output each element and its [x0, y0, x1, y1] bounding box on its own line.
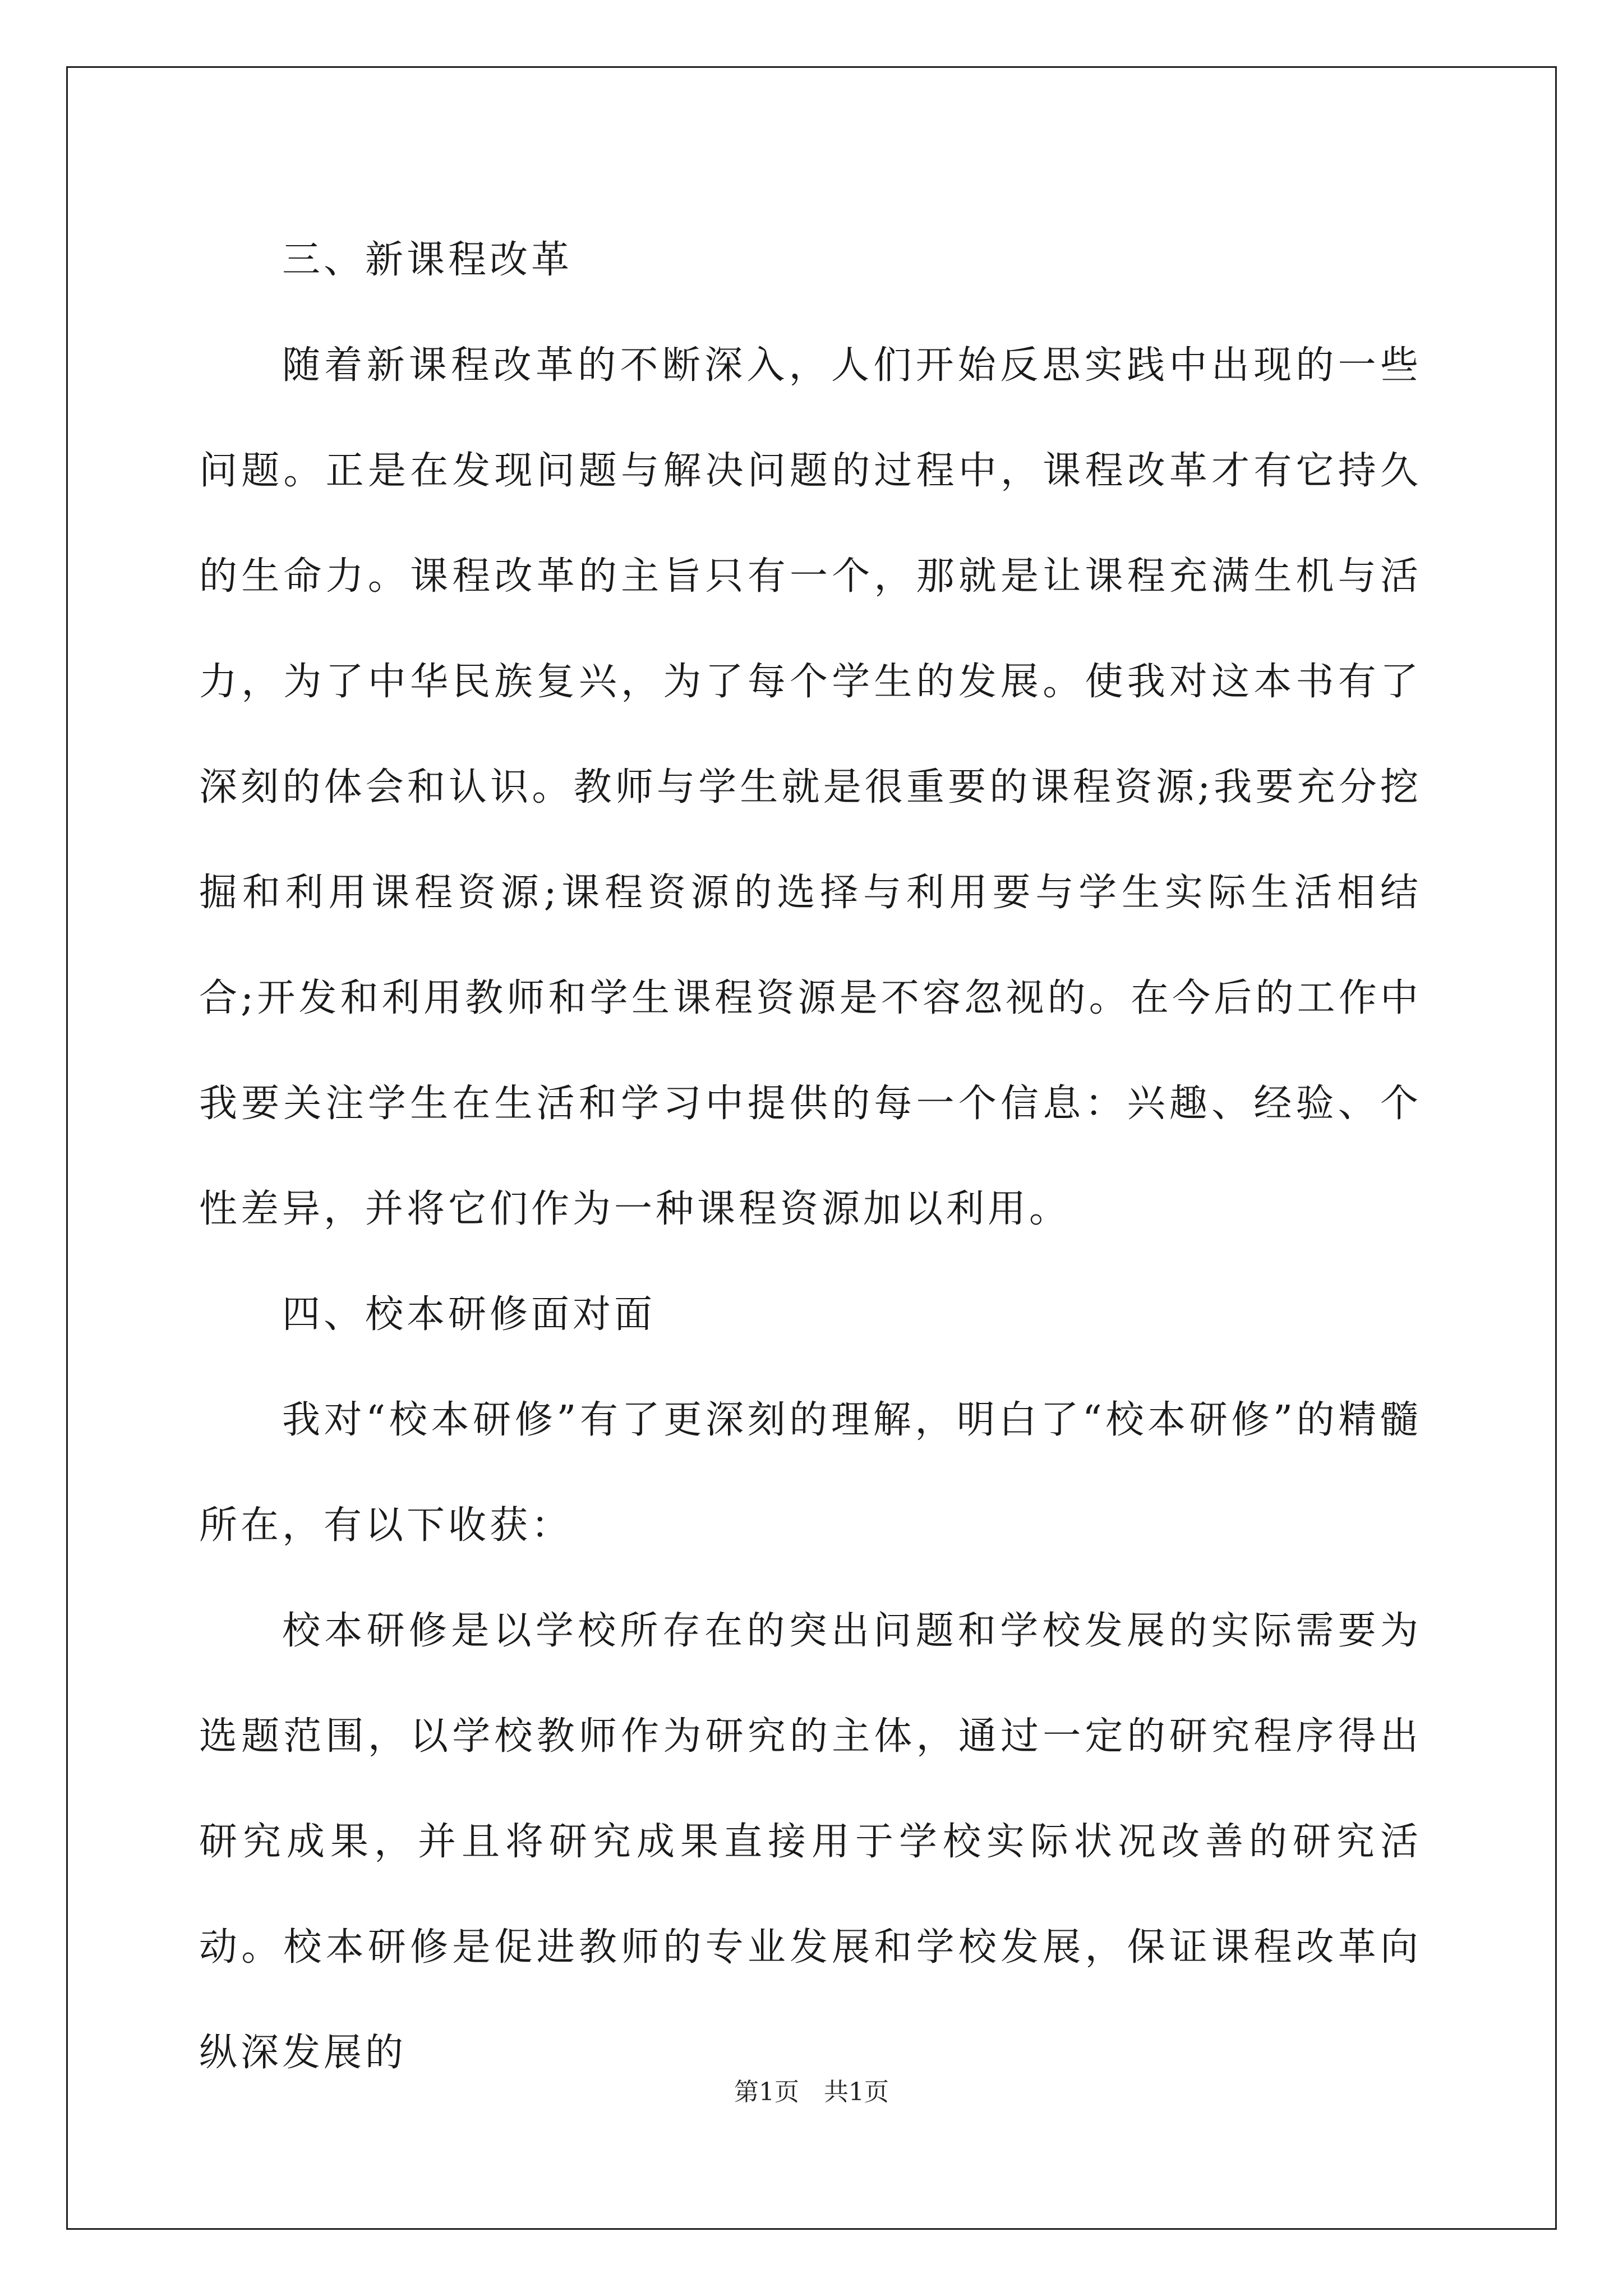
page-footer: 第1页 共1页 [734, 2078, 889, 2106]
section-heading-3: 三、新课程改革 [282, 238, 573, 282]
section-heading-4: 四、校本研修面对面 [282, 1292, 656, 1337]
paragraph-school-research-intro: 我对“校本研修”有了更深刻的理解，明白了“校本研修”的精髓所在，有以下收获： [199, 1398, 1422, 1548]
document-body [199, 208, 1422, 2106]
paragraph-school-research-definition: 校本研修是以学校所存在的突出问题和学校发展的实际需要为选题范围，以学校教师作为研究的主体，通过一定的研究程序得出研究成果，并且将研究成果直接用于学校实际状况改善的研究活动。校本研修是促进教师的专业发展和学校发展，保证课程改革向纵深发展的 [199, 1609, 1422, 2075]
paragraph-new-curriculum: 随着新课程改革的不断深入，人们开始反思实践中出现的一些问题。正是在发现问题与解决问题的过程中，课程改革才有它持久的生命力。课程改革的主旨只有一个，那就是让课程充满生机与活力，为了中华民族复兴，为了每个学生的发展。使我对这本书有了深刻的体会和认识。教师与学生就是很重要的课程资源;我要充分挖掘和利用课程资源;课程资源的选择与利用要与学生实际生活相结合;开发和利用教师和学生课程资源是不容忽视的。在今后的工作中我要关注学生在生活和学习中提供的每一个信息：兴趣、经验、个性差异，并将它们作为一种课程资源加以利用。 [199, 343, 1422, 1231]
